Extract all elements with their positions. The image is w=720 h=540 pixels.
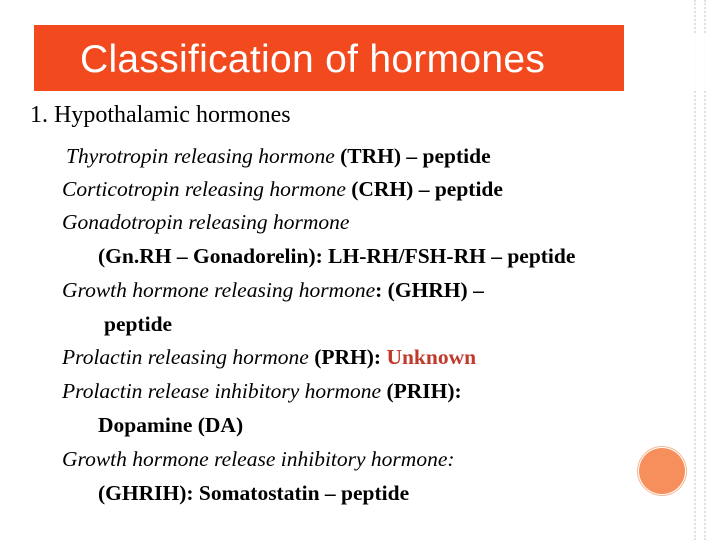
circle-ornament-icon (639, 448, 685, 494)
hormone-line-crh (62, 176, 503, 202)
hormone-line-gnrh-detail (98, 243, 575, 269)
hormone-detail: (PRIH): (386, 379, 462, 403)
hormone-name: Thyrotropin releasing hormone (66, 144, 341, 168)
hormone-detail: (GHRIH): Somatostatin – peptide (98, 481, 410, 505)
hormone-line-prih-detail (98, 412, 243, 438)
hormone-line-prih (62, 378, 462, 404)
hormone-name: Prolactin releasing hormone (62, 345, 315, 369)
hormone-name: Gonadotropin releasing hormone (62, 210, 350, 234)
hormone-name: Growth hormone releasing hormone (62, 278, 376, 302)
hormone-line-prh (62, 344, 476, 370)
hormone-line-gnrh (62, 209, 349, 235)
hormone-line-ghrih (62, 446, 455, 472)
hormone-detail: peptide (104, 312, 173, 336)
hormone-detail: (CRH) – peptide (351, 177, 503, 201)
hormone-detail: Dopamine (DA) (98, 413, 244, 437)
hormone-detail: (PRH): (314, 345, 387, 369)
hormone-line-ghrih-detail (98, 480, 409, 506)
hormone-detail: (TRH) – peptide (340, 144, 491, 168)
section-heading: 1. Hypothalamic hormones (30, 102, 291, 128)
unknown-highlight: Unknown (386, 345, 477, 369)
hormone-detail: (Gn.RH – Gonadorelin): LH-RH/FSH-RH – peptide (98, 244, 576, 268)
slide-title: Classification of hormones (80, 38, 546, 81)
hormone-line-trh (66, 143, 491, 169)
hormone-name: Growth hormone release inhibitory hormone: (62, 447, 455, 471)
hormone-line-ghrh-detail (104, 311, 172, 337)
title-overflow-fade (624, 35, 720, 91)
hormone-detail: : (GHRH) – (375, 278, 484, 302)
hormone-name: Prolactin release inhibitory hormone (62, 379, 387, 403)
hormone-line-ghrh (62, 277, 484, 303)
hormone-name: Corticotropin releasing hormone (62, 177, 352, 201)
